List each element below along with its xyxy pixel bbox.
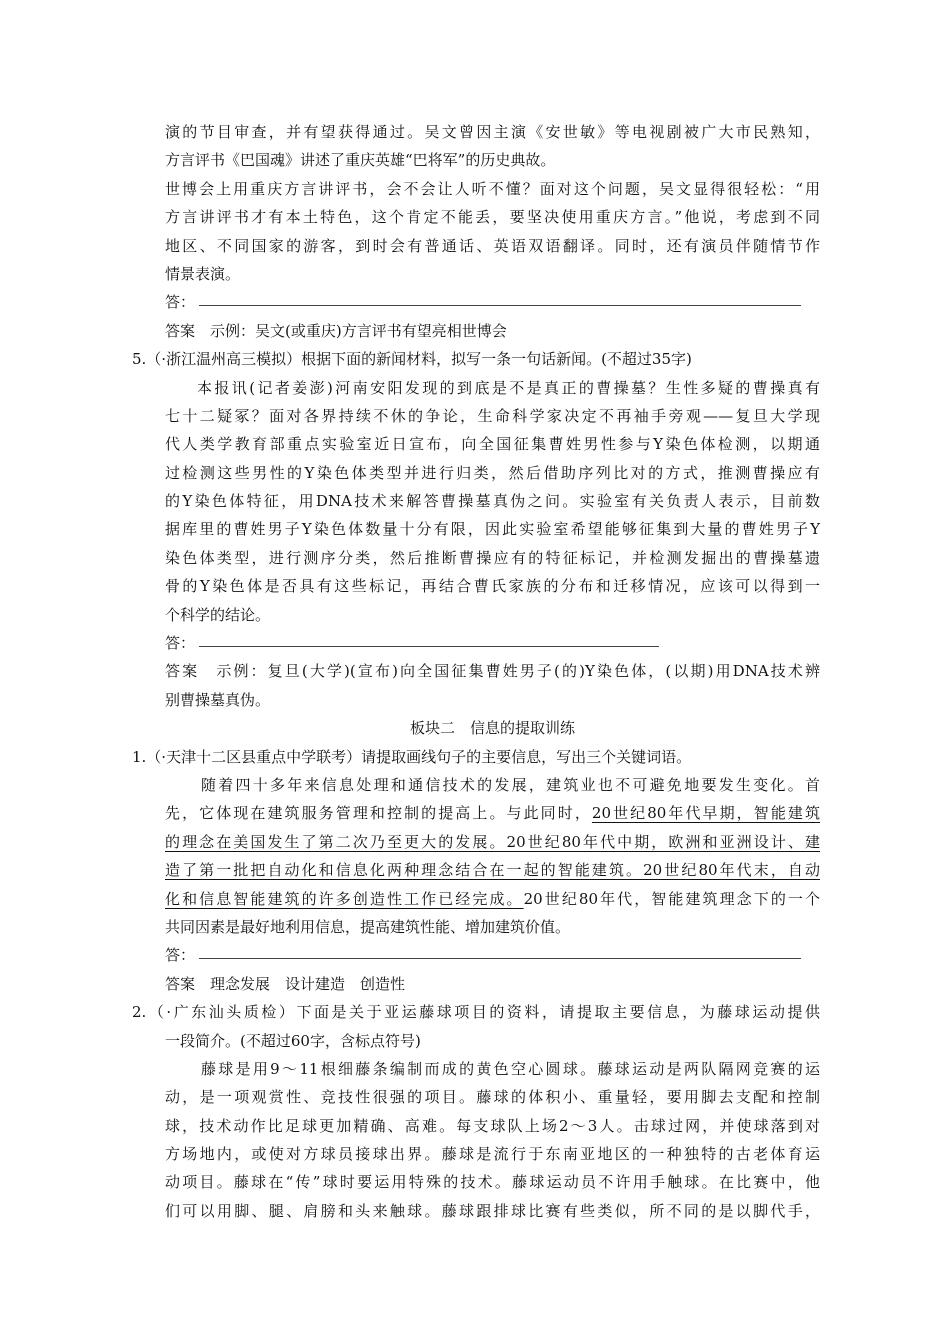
paragraph-line: 方场地内，或使对方球员接球出界。藤球是流行于东南亚地区的一种独特的古老体育运 xyxy=(165,1145,820,1164)
paragraph-line: 球，技术动作比足球更加精确、高难。每支球队上场2～3人。击球过网，并使球落到对 xyxy=(165,1116,820,1135)
section-title: 板块二 信息的提取训练 xyxy=(409,719,575,738)
plain-text: 先，它体现在建筑服务管理和控制的提高上。与此同时， xyxy=(165,804,592,823)
paragraph-line: 过检测这些男性的Y染色体类型并进行归类，然后借助序列比对的方式，推测曹操应有 xyxy=(165,463,820,482)
paragraph-line: 世博会上用重庆方言讲评书，会不会让人听不懂？面对这个问题，吴文显得很轻松：“用 xyxy=(165,179,820,198)
paragraph-line: 据库里的曹姓男子Y染色体数量十分有限，因此实验室希望能够征集到大量的曹姓男子Y xyxy=(165,520,820,539)
answer-prompt: 答： xyxy=(165,293,196,312)
answer-text: 答案 示例：复旦(大学)(宣布)向全国征集曹姓男子(的)Y染色体，(以期)用DNA技术辨 xyxy=(165,662,820,681)
paragraph-line: 骨的Y染色体是否具有这些标记，再结合曹氏家族的分布和迁移情况，应该可以得到一 xyxy=(165,577,821,596)
answer-text: 答案 示例：吴文(或重庆)方言评书有望亮相世博会 xyxy=(165,321,507,340)
answer-prompt: 答： xyxy=(165,946,196,965)
paragraph-line: 共同因素是最好地利用信息，提高建筑性能、增加建筑价值。 xyxy=(165,917,571,936)
paragraph-line: 染色体类型，进行测序分类，然后推断曹操应有的特征标记，并检测发掘出的曹操墓遗 xyxy=(165,548,820,567)
paragraph-line: 地区、不同国家的游客，到时会有普通话、英语双语翻译。同时，还有演员伴随情节作 xyxy=(165,236,820,255)
answer-row xyxy=(165,941,820,969)
paragraph-line: 本报讯(记者姜澎)河南安阳发现的到底是不是真正的曹操墓？生性多疑的曹操真有 xyxy=(197,378,820,397)
paragraph-line: 藤球是用9～11根细藤条编制而成的黄色空心圆球。藤球运动是两队隔网竞赛的运 xyxy=(201,1059,820,1078)
paragraph-line xyxy=(165,799,820,827)
underlined-sentence: 的理念在美国发生了第二次乃至更大的发展。20世纪80年代中期，欧洲和亚洲设计、建 xyxy=(165,832,820,851)
underlined-sentence: 化和信息智能建筑的许多创造性工作已经完成。 xyxy=(165,889,524,908)
paragraph-line: 随着四十多年来信息处理和通信技术的发展，建筑业也不可避免地要发生变化。首 xyxy=(201,775,820,794)
paragraph-line: 的Y染色体特征，用DNA技术来解答曹操墓真伪之问。实验室有关负责人表示，目前数 xyxy=(165,492,820,511)
answer-prompt: 答： xyxy=(165,634,196,653)
document-page xyxy=(132,118,821,1225)
paragraph-line: 动，是一项观赏性、竞技性很强的项目。藤球的体积小、重量轻，要用脚去支配和控制 xyxy=(165,1088,820,1107)
question-1: 1.（·天津十二区县重点中学联考）请提取画线句子的主要信息，写出三个关键词语。 xyxy=(132,747,692,766)
question-2: 2.（·广东汕头质检）下面是关于亚运藤球项目的资料，请提取主要信息，为藤球运动提供 xyxy=(132,1003,820,1022)
answer-blank[interactable] xyxy=(199,304,801,306)
paragraph-line: 方言讲评书才有本土特色，这个肯定不能丢，要坚决使用重庆方言。”他说，考虑到不同 xyxy=(165,208,820,227)
paragraph-line: 情景表演。 xyxy=(165,264,241,283)
paragraph-line: 们可以用脚、腿、肩膀和头来触球。藤球跟排球比赛有些类似，所不同的是以脚代手， xyxy=(165,1201,820,1220)
paragraph-line xyxy=(165,885,820,913)
answer-row xyxy=(165,629,820,657)
paragraph-line xyxy=(165,856,820,884)
paragraph-line: 方言评书《巴国魂》讲述了重庆英雄“巴将军”的历史典故。 xyxy=(165,151,556,170)
question-2-cont: 一段简介。(不超过60字，含标点符号) xyxy=(165,1031,421,1050)
paragraph-line: 动项目。藤球在“传”球时要运用特殊的技术。藤球运动员不许用手触球。在比赛中，他 xyxy=(165,1173,820,1192)
answer-row xyxy=(165,288,820,316)
underlined-sentence: 造了第一批把自动化和信息化两种理念结合在一起的智能建筑。20世纪80年代末，自动 xyxy=(165,861,820,880)
answer-text: 别曹操墓真伪。 xyxy=(165,690,271,709)
paragraph-line: 演的节目审查，并有望获得通过。吴文曾因主演《安世敏》等电视剧被广大市民熟知， xyxy=(165,123,820,141)
answer-blank[interactable] xyxy=(199,957,801,959)
paragraph-line: 代人类学教育部重点实验室近日宣布，向全国征集曹姓男性参与Y染色体检测，以期通 xyxy=(165,435,820,454)
paragraph-line: 七十二疑冢？面对各界持续不休的争论，生命科学家决定不再袖手旁观——复旦大学现 xyxy=(165,406,820,425)
question-5: 5.（·浙江温州高三模拟）根据下面的新闻材料，拟写一条一句话新闻。(不超过35字) xyxy=(132,350,692,369)
paragraph-line xyxy=(165,828,820,856)
underlined-sentence: 20世纪80年代早期，智能建筑 xyxy=(591,804,820,823)
plain-text: 20世纪80年代，智能建筑理念下的一个 xyxy=(523,889,820,908)
answer-blank[interactable] xyxy=(199,645,659,647)
answer-text: 答案 理念发展 设计建造 创造性 xyxy=(165,974,406,993)
paragraph-line: 个科学的结论。 xyxy=(165,605,271,624)
